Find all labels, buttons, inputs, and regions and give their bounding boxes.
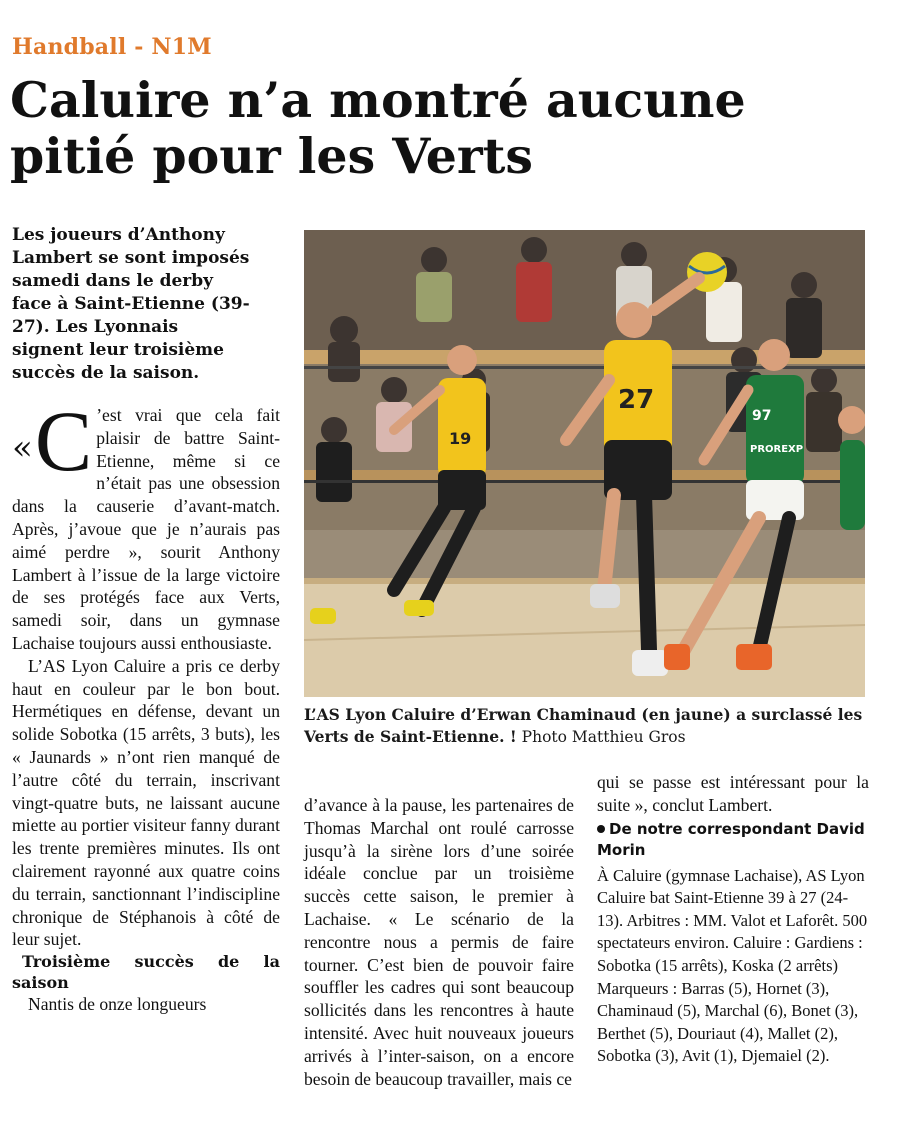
column-1 [12, 393, 280, 1016]
paragraph-3-continued: d’avance à la pause, les partenaires de Thomas Marchal ont roulé carrosse jusqu’à la sirène lors d’une soirée idéale conclue par un troisième succès cette saison, le premier à Lachaise. « Le scénario de la rencontre nous a permis de faire tourner. C’est bien de pouvoir faire souffler les cadres qui sont beaucoup sollicités dans les rencontres à haute intensité. Avec huit nouveaux joueurs arrivés à l’inter-saison, on a encore besoin de beaucoup travailler, mais ce [304, 795, 574, 1089]
opening-quote-mark: « [12, 428, 33, 468]
jersey-number-main: 27 [618, 385, 655, 415]
column-2 [304, 794, 574, 1090]
correspondent-byline [597, 819, 869, 861]
bullet-icon [597, 825, 605, 833]
subheading: Troisième succès de la saison [12, 952, 280, 993]
photo-credit: Photo Matthieu Gros [521, 728, 686, 746]
drop-cap: C [34, 393, 93, 489]
opening-paragraph [12, 393, 280, 655]
paragraph-2: L’AS Lyon Caluire a pris ce derby haut en couleur par le bon bout. Hermétiques en défense, devant un solide Sobotka (15 arrêts, 3 buts), les « Jaunards » n’ont rien manqué de l’autre côté du terrain, inscrivant vingt-quatre buts, ne laissant aucune miette au portier visiteur fanny durant les trente premières minutes. Ils ont clairement rayonné aux quatre coins du terrain, sanctionnant l’indiscipline chronique de Stéphanois à côté de leur sujet. [12, 655, 280, 950]
paragraph-3-end: qui se passe est intéressant pour la suite », conclut Lambert. [597, 772, 869, 815]
article-lead: Les joueurs d’Anthony Lambert se sont imposés samedi dans le derby face à Saint-Etienne (39-27). Les Lyonnais signent leur troisième succès de la saison. [12, 225, 250, 383]
match-sheet: À Caluire (gymnase Lachaise), AS Lyon Caluire bat Saint-Etienne 39 à 27 (24-13). Arbitres : MM. Valot et Laforêt. 500 spectateurs environ. Caluire : Gardiens : Sobotka (15 arrêts), Koska (2 arrêts) Marqueurs : Barras (5), Hornet (3), Chaminaud (5), Marchal (6), Bonet (3), Berthet (5), Douriaut (4), Mallet (2), Sobotka (3), Avit (1), Djemaiel (2). [597, 865, 868, 1066]
paragraph-1: ’est vrai que cela fait plaisir de battre Saint-Etienne, même si ce n’était pas une obsession dans la causerie d’avant-match. Après, j’avoue que je n’aurais pas aimé perdre », sourit Anthony Lambert à l’issue de la large victoire de ses protégés face aux Verts, samedi soir, dans un gymnase Lachaise toujours aussi enthousiaste. [12, 405, 280, 653]
correspondent-text: De notre correspondant David Morin [597, 819, 865, 859]
photo-caption [304, 704, 864, 748]
column-3 [597, 771, 869, 1068]
jersey-number-green: 97 [752, 408, 772, 424]
paragraph-3-start: Nantis de onze longueurs [28, 994, 207, 1015]
caption-text: L’AS Lyon Caluire d’Erwan Chaminaud (en jaune) a surclassé les Verts de Saint-Etienne. ! [304, 705, 863, 746]
jersey-number-back: 19 [449, 429, 472, 448]
match-photo [304, 230, 865, 697]
handball-photo-illustration [304, 230, 865, 697]
section-kicker: Handball - N1M [12, 34, 212, 60]
article-headline: Caluire n’a montré aucune pitié pour les Verts [10, 71, 746, 185]
jersey-sponsor-green: PROREXP [750, 444, 804, 455]
